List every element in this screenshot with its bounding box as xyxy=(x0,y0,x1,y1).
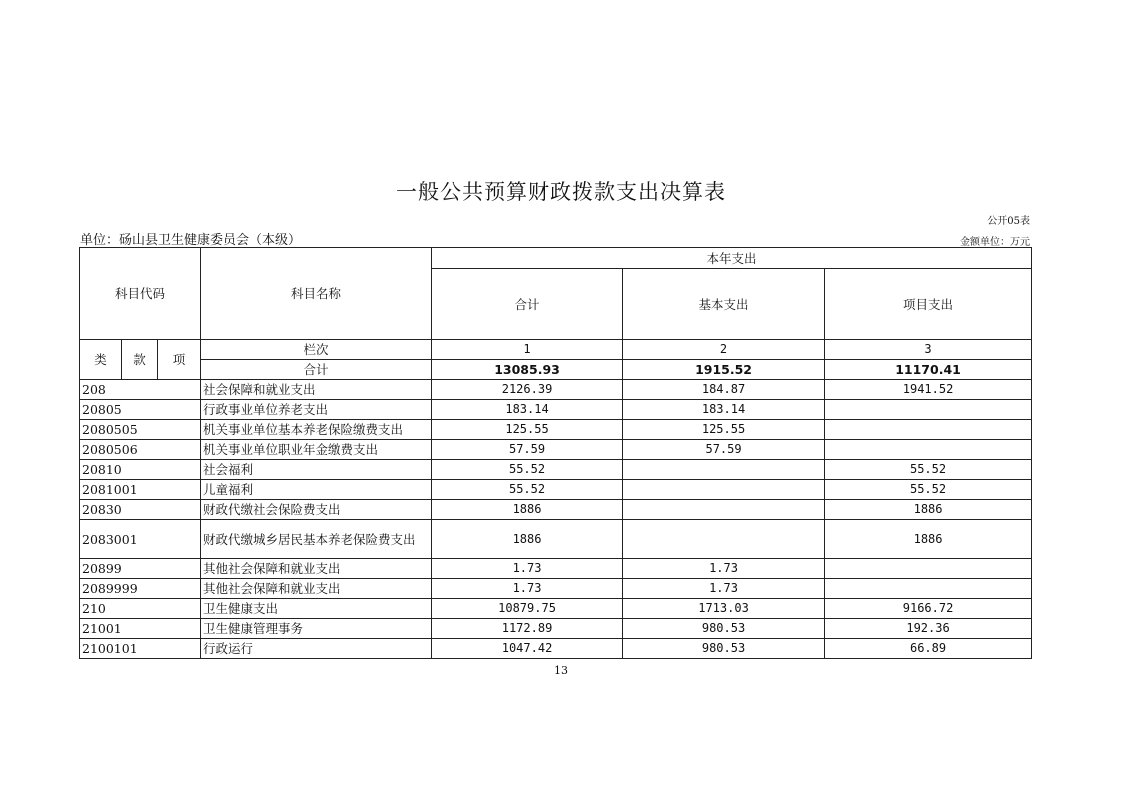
header-subject-name: 科目名称 xyxy=(201,248,432,340)
row-name: 卫生健康管理事务 xyxy=(201,619,432,639)
table-row xyxy=(80,579,1032,599)
header-lei: 类 xyxy=(80,340,122,380)
row-code: 210 xyxy=(80,599,201,619)
sum-row-label: 合计 xyxy=(201,360,432,380)
row-name: 社会福利 xyxy=(201,460,432,480)
document-title: 一般公共预算财政拨款支出决算表 xyxy=(396,180,726,204)
row-basic: 1713.03 xyxy=(623,599,825,619)
row-code: 2083001 xyxy=(80,520,201,559)
row-basic xyxy=(623,480,825,500)
col-index-2: 2 xyxy=(623,340,825,360)
row-name: 行政事业单位养老支出 xyxy=(201,400,432,420)
header-project: 项目支出 xyxy=(825,269,1032,340)
row-basic: 1.73 xyxy=(623,559,825,579)
col-index-1: 1 xyxy=(432,340,623,360)
unit-label: 单位：砀山县卫生健康委员会（本级） xyxy=(80,233,302,248)
col-index-3: 3 xyxy=(825,340,1032,360)
row-total: 1886 xyxy=(432,520,623,559)
row-name: 卫生健康支出 xyxy=(201,599,432,619)
header-column-order: 栏次 xyxy=(201,340,432,360)
row-basic xyxy=(623,520,825,559)
row-total: 1.73 xyxy=(432,579,623,599)
row-total: 125.55 xyxy=(432,420,623,440)
table-row xyxy=(80,400,1032,420)
row-total: 1047.42 xyxy=(432,639,623,659)
row-total: 1.73 xyxy=(432,559,623,579)
row-project: 55.52 xyxy=(825,460,1032,480)
expenditure-table xyxy=(79,247,1032,659)
row-basic: 980.53 xyxy=(623,619,825,639)
row-basic: 184.87 xyxy=(623,380,825,400)
row-project xyxy=(825,420,1032,440)
row-project: 66.89 xyxy=(825,639,1032,659)
row-code: 2080506 xyxy=(80,440,201,460)
row-basic: 125.55 xyxy=(623,420,825,440)
header-subject-code: 科目代码 xyxy=(80,248,201,340)
row-code: 2080505 xyxy=(80,420,201,440)
sum-basic: 1915.52 xyxy=(623,360,825,380)
row-total: 1172.89 xyxy=(432,619,623,639)
header-current-year: 本年支出 xyxy=(432,248,1032,269)
table-row xyxy=(80,460,1032,480)
row-total: 55.52 xyxy=(432,460,623,480)
row-code: 20899 xyxy=(80,559,201,579)
row-name: 其他社会保障和就业支出 xyxy=(201,559,432,579)
table-row xyxy=(80,440,1032,460)
row-total: 183.14 xyxy=(432,400,623,420)
row-code: 2081001 xyxy=(80,480,201,500)
table-row xyxy=(80,500,1032,520)
row-total: 2126.39 xyxy=(432,380,623,400)
row-code: 2100101 xyxy=(80,639,201,659)
amount-unit: 金额单位：万元 xyxy=(960,237,1030,248)
row-project xyxy=(825,400,1032,420)
row-total: 1886 xyxy=(432,500,623,520)
row-code: 208 xyxy=(80,380,201,400)
row-basic: 57.59 xyxy=(623,440,825,460)
header-total: 合计 xyxy=(432,269,623,340)
row-name: 社会保障和就业支出 xyxy=(201,380,432,400)
row-project xyxy=(825,579,1032,599)
row-code: 20805 xyxy=(80,400,201,420)
table-row xyxy=(80,559,1032,579)
row-code: 20810 xyxy=(80,460,201,480)
row-basic xyxy=(623,460,825,480)
row-project: 1886 xyxy=(825,500,1032,520)
table-row xyxy=(80,639,1032,659)
row-name: 其他社会保障和就业支出 xyxy=(201,579,432,599)
table-row xyxy=(80,520,1032,559)
row-project: 55.52 xyxy=(825,480,1032,500)
row-project xyxy=(825,440,1032,460)
header-xiang: 项 xyxy=(158,340,201,380)
page-number: 13 xyxy=(554,664,568,677)
row-project xyxy=(825,559,1032,579)
row-name: 财政代缴社会保险费支出 xyxy=(201,500,432,520)
row-project: 1886 xyxy=(825,520,1032,559)
row-total: 10879.75 xyxy=(432,599,623,619)
row-basic: 980.53 xyxy=(623,639,825,659)
row-name: 行政运行 xyxy=(201,639,432,659)
table-row xyxy=(80,619,1032,639)
row-name: 机关事业单位基本养老保险缴费支出 xyxy=(201,420,432,440)
row-basic xyxy=(623,500,825,520)
table-row xyxy=(80,599,1032,619)
header-kuan: 款 xyxy=(122,340,158,380)
row-project: 192.36 xyxy=(825,619,1032,639)
row-name: 机关事业单位职业年金缴费支出 xyxy=(201,440,432,460)
row-code: 20830 xyxy=(80,500,201,520)
sum-total: 13085.93 xyxy=(432,360,623,380)
header-basic: 基本支出 xyxy=(623,269,825,340)
row-total: 55.52 xyxy=(432,480,623,500)
row-name: 财政代缴城乡居民基本养老保险费支出 xyxy=(201,520,432,559)
table-row xyxy=(80,420,1032,440)
row-basic: 1.73 xyxy=(623,579,825,599)
row-code: 21001 xyxy=(80,619,201,639)
row-name: 儿童福利 xyxy=(201,480,432,500)
row-basic: 183.14 xyxy=(623,400,825,420)
table-row xyxy=(80,480,1032,500)
row-total: 57.59 xyxy=(432,440,623,460)
sum-project: 11170.41 xyxy=(825,360,1032,380)
row-project: 9166.72 xyxy=(825,599,1032,619)
table-code: 公开05表 xyxy=(987,216,1030,227)
table-row xyxy=(80,380,1032,400)
row-code: 2089999 xyxy=(80,579,201,599)
row-project: 1941.52 xyxy=(825,380,1032,400)
